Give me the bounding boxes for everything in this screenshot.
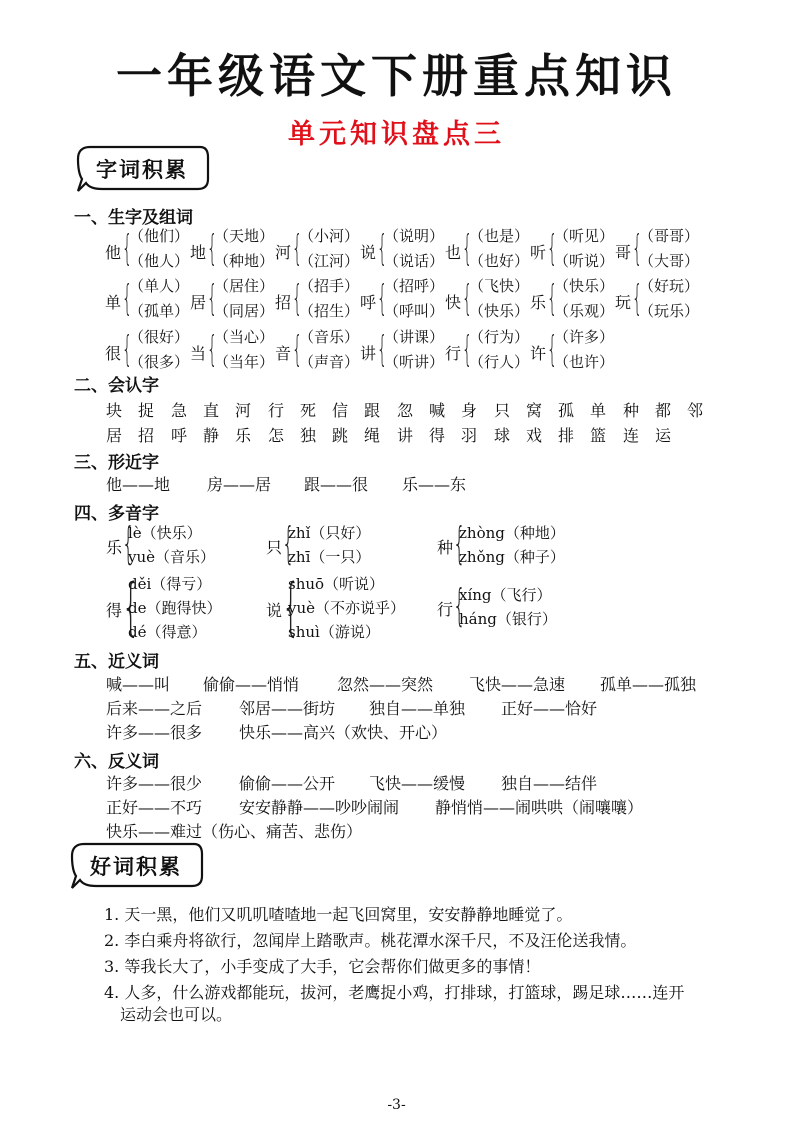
word-1: （居住） (214, 277, 275, 295)
word-group (445, 326, 530, 376)
brace-icon: { (377, 228, 388, 269)
word-2: （说话） (384, 252, 445, 270)
antonym-list (0, 771, 793, 841)
similar-pair: 乐——东 (402, 475, 467, 494)
pronunciation: zhǐ（只好） (288, 524, 371, 542)
antonym-pair: 偷偷——公开 (239, 774, 336, 793)
word-2: （他人） (129, 252, 190, 270)
word-1: （小河） (299, 227, 360, 245)
antonym-pair: 飞快——缓慢 (369, 774, 466, 793)
bubble-label: 字词积累 (96, 158, 188, 182)
char-item: 球 (494, 426, 511, 445)
brace-icon: { (632, 278, 643, 319)
brace-icon: { (453, 518, 466, 569)
word-1: （快乐） (554, 277, 615, 295)
brace-icon: { (462, 278, 473, 319)
word-1: （也是） (469, 227, 530, 245)
sentence-1: 1. 天一黑，他们又叽叽喳喳地一起飞回窝里，安安静静地睡觉了。 (104, 905, 573, 924)
page-subtitle: 单元知识盘点三 (288, 119, 505, 150)
word-1: （当心） (214, 328, 275, 346)
head-char: 他 (105, 243, 122, 262)
char-item: 跳 (332, 426, 349, 445)
sentence-3: 3. 等我长大了，小手变成了大手，它会帮你们做更多的事情！ (104, 957, 541, 976)
char-item: 窝 (526, 401, 543, 420)
pronunciation: de（跑得快） (128, 599, 222, 617)
word-group (445, 225, 530, 275)
synonym-pair: 独自——单独 (369, 699, 466, 718)
word-group (530, 225, 615, 275)
brace-icon: { (122, 570, 140, 643)
word-1: （哥哥） (639, 227, 700, 245)
head-char: 行 (437, 600, 454, 619)
word-group (360, 275, 445, 325)
word-1: （说明） (384, 227, 445, 245)
antonym-pair: 许多——很少 (106, 774, 203, 793)
speech-bubble-vocab (72, 143, 212, 195)
char-item: 戏 (526, 426, 543, 445)
char-item: 喊 (429, 401, 446, 420)
head-char: 只 (266, 538, 283, 557)
brace-icon: { (207, 278, 218, 319)
word-2: （快乐） (469, 302, 530, 320)
word-2: （行人） (469, 353, 530, 371)
head-char: 呼 (360, 293, 377, 312)
brace-icon: { (292, 329, 303, 370)
word-group (275, 225, 360, 275)
word-1: （许多） (554, 328, 615, 346)
word-2: （江河） (299, 252, 360, 270)
heading-recognize-chars: 二、会认字 (74, 376, 159, 396)
sentence-4: 4. 人多，什么游戏都能玩，拔河，老鹰捉小鸡，打排球，打篮球，踢足球……连开 (104, 983, 685, 1002)
brace-icon: { (547, 278, 558, 319)
head-char: 得 (106, 601, 123, 620)
head-char: 乐 (530, 293, 547, 312)
brace-icon: { (547, 228, 558, 269)
word-2: （同居） (214, 302, 275, 320)
head-char: 哥 (615, 243, 632, 262)
char-item: 静 (203, 426, 220, 445)
polyphone-group (437, 580, 617, 664)
head-char: 居 (190, 293, 207, 312)
char-item: 居 (106, 426, 123, 445)
word-2: （也许） (554, 353, 615, 371)
word-group (615, 225, 700, 275)
head-char: 单 (105, 293, 122, 312)
antonym-pair: 安安静静——吵吵闹闹 (239, 798, 400, 817)
word-1: （音乐） (299, 328, 360, 346)
word-2: （也好） (469, 252, 530, 270)
char-item: 身 (461, 401, 478, 420)
head-char: 河 (275, 243, 292, 262)
word-2: （乐观） (554, 302, 615, 320)
pronunciation: zhī（一只） (288, 548, 371, 566)
similar-pair: 他——地 (106, 475, 171, 494)
word-2: （当年） (214, 353, 275, 371)
sentence-2: 2. 李白乘舟将欲行，忽闻岸上踏歌声。桃花潭水深千尺，不及汪伦送我情。 (104, 931, 637, 950)
bubble-label: 好词积累 (90, 855, 182, 879)
head-char: 当 (190, 344, 207, 363)
pronunciation: yuè（音乐） (128, 548, 216, 566)
word-group (190, 275, 275, 325)
char-item: 忽 (397, 401, 414, 420)
brace-icon: { (632, 228, 643, 269)
word-group (190, 225, 275, 275)
word-2: （大哥） (639, 252, 700, 270)
heading-synonyms: 五、近义词 (74, 652, 159, 672)
brace-icon: { (122, 278, 133, 319)
char-item: 连 (623, 426, 640, 445)
word-group (615, 275, 700, 325)
word-group (190, 326, 275, 376)
char-item: 直 (203, 401, 220, 420)
word-2: （招生） (299, 302, 360, 320)
brace-icon: { (462, 329, 473, 370)
brace-icon: { (377, 278, 388, 319)
char-item: 羽 (461, 426, 478, 445)
char-item: 独 (300, 426, 317, 445)
char-row-1 (106, 398, 726, 420)
char-item: 招 (138, 426, 155, 445)
head-char: 也 (445, 243, 462, 262)
word-1: （招呼） (384, 277, 445, 295)
heading-similar-chars: 三、形近字 (74, 453, 159, 473)
pronunciation: shuì（游说） (288, 623, 380, 641)
word-group (530, 275, 615, 325)
word-1: （他们） (129, 227, 190, 245)
brace-icon: { (377, 329, 388, 370)
pronunciation: zhòng（种地） (459, 524, 565, 542)
head-char: 许 (530, 344, 547, 363)
char-item: 运 (655, 426, 672, 445)
char-item: 讲 (397, 426, 414, 445)
char-item: 捉 (138, 401, 155, 420)
antonym-pair: 快乐——难过（伤心、痛苦、悲伤） (106, 822, 363, 841)
synonym-list (0, 672, 793, 742)
synonym-pair: 孤单——孤独 (600, 675, 697, 694)
brace-icon: { (122, 518, 135, 569)
synonym-pair: 邻居——街坊 (239, 699, 336, 718)
head-char: 快 (445, 293, 462, 312)
word-2: （听说） (554, 252, 615, 270)
char-item: 只 (494, 401, 511, 420)
similar-pair: 房——居 (207, 475, 272, 494)
head-char: 招 (275, 293, 292, 312)
antonym-pair: 正好——不巧 (106, 798, 203, 817)
head-char: 地 (190, 243, 207, 262)
char-item: 死 (300, 401, 317, 420)
char-item: 呼 (171, 426, 188, 445)
head-char: 音 (275, 344, 292, 363)
word-1: （听见） (554, 227, 615, 245)
word-1: （讲课） (384, 328, 445, 346)
antonym-pair: 静悄悄——闹哄哄（闹嚷嚷） (435, 798, 644, 817)
char-item: 排 (558, 426, 575, 445)
synonym-pair: 飞快——急速 (469, 675, 566, 694)
char-item: 孤 (558, 401, 575, 420)
char-item: 急 (171, 401, 188, 420)
word-1: （好玩） (639, 277, 700, 295)
char-item: 绳 (364, 426, 381, 445)
head-char: 听 (530, 243, 547, 262)
head-char: 玩 (615, 293, 632, 312)
similar-pairs (0, 472, 793, 494)
word-2: （呼叫） (384, 302, 445, 320)
head-char: 乐 (106, 538, 123, 557)
brace-icon: { (207, 228, 218, 269)
char-item: 怎 (268, 426, 285, 445)
char-item: 种 (623, 401, 640, 420)
brace-icon: { (453, 580, 466, 631)
char-item: 乐 (235, 426, 252, 445)
synonym-pair: 忽然——突然 (337, 675, 434, 694)
speech-bubble-phrases (66, 840, 206, 892)
word-1: （行为） (469, 328, 530, 346)
char-item: 篮 (590, 426, 607, 445)
pronunciation: dé（得意） (128, 623, 207, 641)
head-char: 很 (105, 344, 122, 363)
polyphone-group (106, 570, 256, 653)
char-item: 行 (268, 401, 285, 420)
word-2: （玩乐） (639, 302, 700, 320)
word-1: （很好） (129, 328, 190, 346)
brace-icon: { (292, 278, 303, 319)
synonym-pair: 后来——之后 (106, 699, 203, 718)
page-number: -3- (387, 1097, 406, 1113)
char-item: 信 (332, 401, 349, 420)
pronunciation: háng（银行） (459, 610, 557, 628)
synonym-pair: 快乐——高兴（欢快、开心） (239, 723, 448, 742)
word-group (275, 275, 360, 325)
synonym-pair: 喊——叫 (106, 675, 171, 694)
word-2: （种地） (214, 252, 275, 270)
heading-polyphones: 四、多音字 (74, 504, 159, 524)
synonym-pair: 正好——恰好 (501, 699, 598, 718)
sentence-4-continued: 运动会也可以。 (120, 1005, 233, 1024)
brace-icon: { (292, 228, 303, 269)
char-item: 邻 (687, 401, 704, 420)
char-item: 跟 (364, 401, 381, 420)
brace-icon: { (282, 570, 300, 643)
heading-new-characters: 一、生字及组词 (74, 208, 193, 228)
char-item: 块 (106, 401, 123, 420)
word-group (360, 225, 445, 275)
word-2: （很多） (129, 353, 190, 371)
head-char: 讲 (360, 344, 377, 363)
word-group (105, 326, 190, 376)
head-char: 说 (266, 601, 283, 620)
head-char: 说 (360, 243, 377, 262)
pronunciation: zhǒng（种子） (459, 548, 565, 566)
page-title: 一年级语文下册重点知识 (116, 49, 677, 103)
word-1: （飞快） (469, 277, 530, 295)
char-item: 河 (235, 401, 252, 420)
brace-icon: { (547, 329, 558, 370)
pronunciation: yuè（不亦说乎） (288, 599, 406, 617)
char-item: 得 (429, 426, 446, 445)
char-row-2 (106, 423, 726, 445)
head-char: 行 (445, 344, 462, 363)
synonym-pair: 许多——很多 (106, 723, 203, 742)
word-1: （招手） (299, 277, 360, 295)
brace-icon: { (462, 228, 473, 269)
brace-icon: { (207, 329, 218, 370)
word-group (275, 326, 360, 376)
brace-icon: { (122, 228, 133, 269)
head-char: 种 (437, 538, 454, 557)
word-2: （孤单） (129, 302, 190, 320)
word-2: （声音） (299, 353, 360, 371)
pronunciation: shuō（听说） (288, 575, 385, 593)
antonym-pair: 独自——结伴 (501, 774, 598, 793)
polyphone-group (266, 570, 426, 653)
char-item: 单 (590, 401, 607, 420)
pronunciation: xíng（飞行） (459, 586, 552, 604)
word-group (445, 275, 530, 325)
brace-icon: { (282, 518, 295, 569)
char-item: 都 (655, 401, 672, 420)
similar-pair: 跟——很 (304, 475, 369, 494)
word-1: （天地） (214, 227, 275, 245)
word-group (360, 326, 445, 376)
brace-icon: { (122, 329, 133, 370)
pronunciation: lè（快乐） (128, 524, 202, 542)
heading-antonyms: 六、反义词 (74, 752, 159, 772)
word-1: （单人） (129, 277, 190, 295)
word-group (105, 225, 190, 275)
word-group (530, 326, 615, 376)
word-2: （听讲） (384, 353, 445, 371)
word-group (105, 275, 190, 325)
synonym-pair: 偷偷——悄悄 (203, 675, 300, 694)
pronunciation: děi（得亏） (128, 575, 212, 593)
